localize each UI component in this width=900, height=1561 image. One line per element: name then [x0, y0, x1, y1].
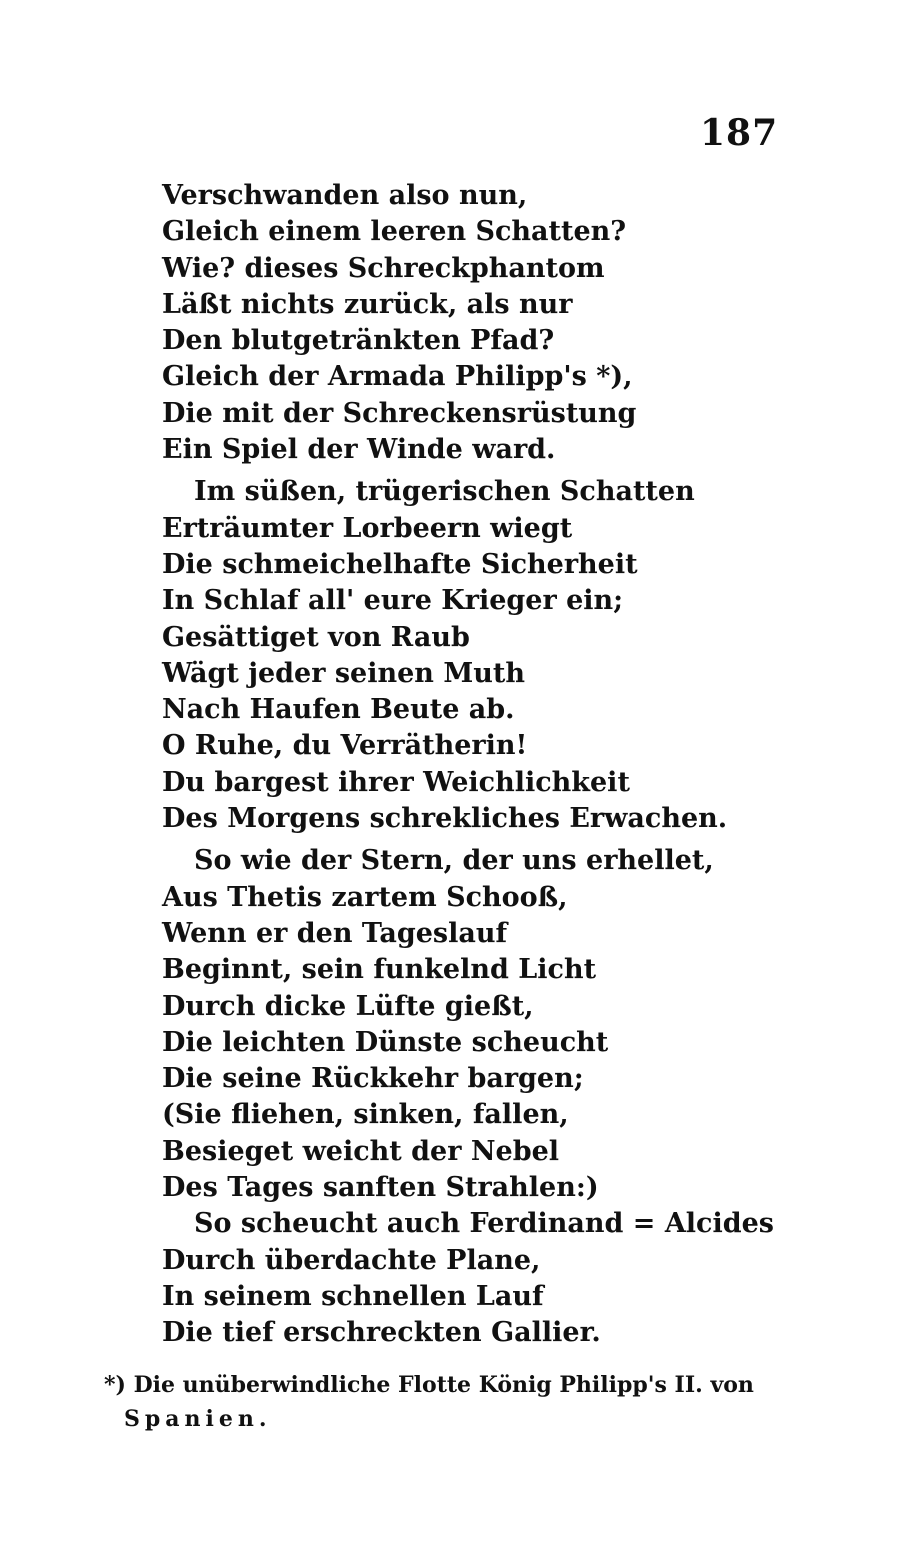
poem-line: Läßt nichts zurück, als nur	[162, 288, 573, 320]
poem-line: Die leichten Dünste scheucht	[162, 1026, 609, 1058]
poem-line: Durch überdachte Plane,	[162, 1244, 541, 1276]
poem-line: Des Tages sanften Strahlen:)	[162, 1172, 599, 1204]
poem-line: Aus Thetis zartem Schooß,	[162, 881, 568, 913]
poem-line: Wägt jeder seinen Muth	[162, 657, 525, 689]
poem-line: Gesättiget von Raub	[162, 621, 470, 653]
poem-line: Beginnt, sein funkelnd Licht	[162, 954, 597, 986]
poem-line: Gleich der Armada Philipp's *),	[162, 361, 633, 393]
poem-line: Erträumter Lorbeern wiegt	[162, 512, 573, 544]
poem-line: Nach Haufen Beute ab.	[162, 694, 515, 726]
footnote-line: *) Die unüberwindliche Flotte König Philipp's II. von	[104, 1372, 754, 1398]
poem-line: Im süßen, trügerischen Schatten	[194, 476, 695, 508]
poem-line: Die tief erschreckten Gallier.	[162, 1317, 601, 1349]
poem-line: So scheucht auch Ferdinand = Alcides	[194, 1208, 774, 1240]
poem-line: (Sie fliehen, sinken, fallen,	[162, 1099, 569, 1131]
poem-line: Wie? dieses Schreckphantom	[162, 252, 605, 284]
poem-line: Wenn er den Tageslauf	[162, 917, 508, 949]
poem-line: In Schlaf all' eure Krieger ein;	[162, 585, 624, 617]
poem-line: Besieget weicht der Nebel	[162, 1135, 560, 1167]
poem-line: Den blutgetränkten Pfad?	[162, 325, 555, 357]
poem-line: Ein Spiel der Winde ward.	[162, 434, 556, 466]
poem-line: Du bargest ihrer Weichlichkeit	[162, 766, 630, 798]
poem-line: Durch dicke Lüfte gießt,	[162, 990, 534, 1022]
poem-line: Verschwanden also nun,	[162, 180, 528, 211]
poem-text	[162, 178, 782, 1352]
poem-line: In seinem schnellen Lauf	[162, 1280, 544, 1312]
poem-line: So wie der Stern, der uns erhellet,	[194, 845, 714, 877]
poem-line: Die schmeichelhafte Sicherheit	[162, 548, 638, 580]
poem-line: Gleich einem leeren Schatten?	[162, 216, 627, 248]
poem-line: Die mit der Schreckensrüstung	[162, 397, 637, 429]
page-number: 187	[700, 112, 779, 154]
footnote	[104, 1368, 784, 1436]
poem-line: Des Morgens schrekliches Erwachen.	[162, 803, 728, 835]
poem-line: O Ruhe, du Verrätherin!	[162, 730, 528, 762]
poem-line: Die seine Rückkehr bargen;	[162, 1063, 584, 1095]
footnote-line: Spanien.	[124, 1406, 272, 1432]
